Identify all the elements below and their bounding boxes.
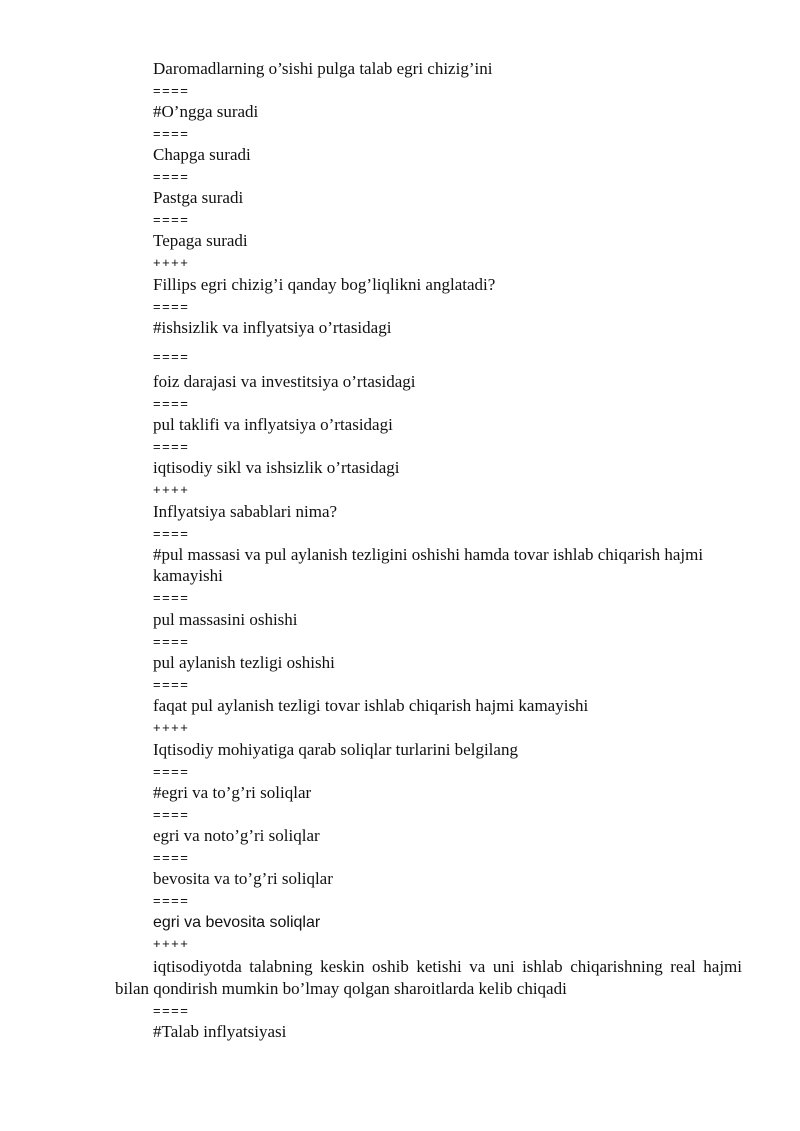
answer-separator: ==== <box>153 349 190 364</box>
answer-option: iqtisodiy sikl va ishsizlik o’rtasidagi <box>153 458 400 477</box>
answer-separator: ==== <box>153 396 190 411</box>
answer-separator: ==== <box>153 439 190 454</box>
answer-separator: ==== <box>153 83 190 98</box>
answer-option-correct: #pul massasi va pul aylanish tezligini oshishi hamda tovar ishlab chiqarish hajmi kamayishi <box>153 545 704 585</box>
answer-option: pul aylanish tezligi oshishi <box>153 653 335 672</box>
answer-option: Pastga suradi <box>153 188 244 207</box>
answer-option: egri va bevosita soliqlar <box>153 914 321 931</box>
question-separator: ++++ <box>153 720 190 735</box>
answer-separator: ==== <box>153 590 190 605</box>
question-text: Iqtisodiy mohiyatiga qarab soliqlar turlarini belgilang <box>153 740 518 759</box>
answer-separator: ==== <box>153 212 190 227</box>
question-text: Inflyatsiya sabablari nima? <box>153 502 338 521</box>
answer-option: bevosita va to’g’ri soliqlar <box>153 869 333 888</box>
answer-separator: ==== <box>153 526 190 541</box>
answer-option-correct: #egri va to’g’ri soliqlar <box>153 783 312 802</box>
answer-separator: ==== <box>153 169 190 184</box>
answer-separator: ==== <box>153 126 190 141</box>
answer-separator: ==== <box>153 764 190 779</box>
answer-option-correct: #ishsizlik va inflyatsiya o’rtasidagi <box>153 318 392 337</box>
answer-separator: ==== <box>153 807 190 822</box>
question-separator: ++++ <box>153 255 190 270</box>
answer-separator: ==== <box>153 850 190 865</box>
question-text: iqtisodiyotda talabning keskin oshib ketishi va uni ishlab chiqarishning real hajmi bilan qondirish mumkin bo’lmay qolgan sharoitlarda kelib chiqadi <box>115 957 742 998</box>
answer-separator: ==== <box>153 634 190 649</box>
answer-separator: ==== <box>153 1003 190 1018</box>
answer-option-correct: #Talab inflyatsiyasi <box>153 1022 287 1041</box>
answer-option: pul taklifi va inflyatsiya o’rtasidagi <box>153 415 393 434</box>
answer-option-correct: #O’ngga suradi <box>153 102 259 121</box>
answer-separator: ==== <box>153 677 190 692</box>
answer-option: Chapga suradi <box>153 145 251 164</box>
answer-option: foiz darajasi va investitsiya o’rtasidagi <box>153 372 416 391</box>
answer-option: faqat pul aylanish tezligi tovar ishlab chiqarish hajmi kamayishi <box>153 696 589 715</box>
question-separator: ++++ <box>153 482 190 497</box>
answer-option: pul massasini oshishi <box>153 610 298 629</box>
question-text: Fillips egri chizig’i qanday bog’liqlikni anglatadi? <box>153 275 496 294</box>
answer-option: Tepaga suradi <box>153 231 248 250</box>
answer-separator: ==== <box>153 299 190 314</box>
question-text: Daromadlarning o’sishi pulga talab egri chizig’ini <box>153 59 493 78</box>
answer-option: egri va noto’g’ri soliqlar <box>153 826 320 845</box>
answer-separator: ==== <box>153 893 190 908</box>
question-separator: ++++ <box>153 936 190 951</box>
